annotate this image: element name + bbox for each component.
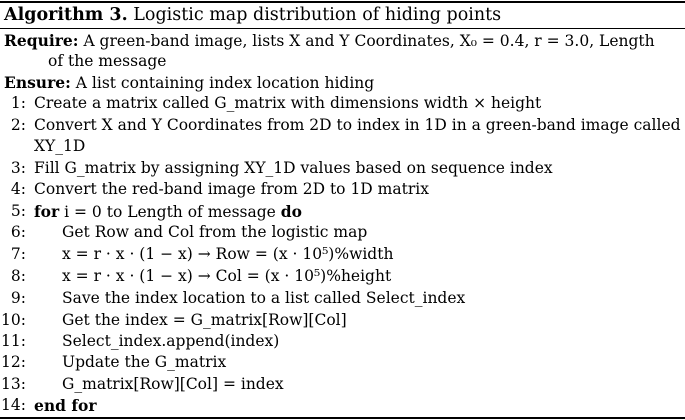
step-number: 11: — [1, 332, 26, 350]
step-text: Create a matrix called G_matrix with dimensions width × height — [34, 94, 542, 112]
require-text: A green-band image, lists X and Y Coordinates, X₀ = 0.4, r = 3.0, Length — [83, 32, 655, 50]
step-text: i = 0 to Length of message — [64, 203, 276, 221]
step-text: G_matrix[Row][Col] = index — [62, 375, 284, 393]
step-number: 4: — [10, 180, 26, 198]
step-number: 1: — [10, 94, 26, 112]
step-text: x = r · x · (1 − x) → Row = (x · 10⁵)%width — [62, 245, 394, 263]
end-for-keyword: end for — [34, 396, 97, 415]
step-text: Select_index.append(index) — [62, 332, 280, 350]
step-text: Fill G_matrix by assigning XY_1D values based on sequence index — [34, 159, 553, 177]
step-text: Get the index = G_matrix[Row][Col] — [62, 311, 347, 329]
step-number: 8: — [10, 267, 26, 285]
step-number: 9: — [10, 289, 26, 307]
algorithm-title — [4, 3, 501, 27]
step-text: Update the G_matrix — [62, 353, 227, 371]
step-text: Get Row and Col from the logistic map — [62, 223, 368, 241]
step-number: 5: — [10, 202, 26, 220]
step-text: x = r · x · (1 − x) → Col = (x · 10⁵)%height — [62, 267, 392, 285]
for-keyword: for — [34, 202, 60, 221]
step-number: 6: — [10, 223, 26, 241]
step-number: 13: — [1, 375, 26, 393]
step-number: 7: — [10, 245, 26, 263]
ensure-keyword: Ensure: — [4, 73, 71, 92]
title-rule — [0, 28, 685, 29]
step-number: 12: — [1, 353, 26, 371]
algorithm-title-text: Logistic map distribution of hiding points — [133, 5, 502, 25]
algorithm-label: Algorithm 3. — [4, 5, 128, 25]
ensure-text: A list containing index location hiding — [75, 74, 375, 92]
require-keyword: Require: — [4, 31, 79, 50]
step-number: 14: — [1, 396, 26, 414]
step-text: Convert the red-band image from 2D to 1D matrix — [34, 180, 429, 198]
do-keyword: do — [280, 202, 302, 221]
step-number: 10: — [1, 311, 26, 329]
step-cont-text: XY_1D — [34, 137, 86, 155]
step-number: 2: — [10, 116, 26, 134]
step-text: Save the index location to a list called Select_index — [62, 289, 466, 307]
step-number: 3: — [10, 159, 26, 177]
step-text: Convert X and Y Coordinates from 2D to index in 1D in a green-band image called — [34, 116, 681, 134]
require-cont-text: of the message — [48, 52, 167, 70]
bottom-rule — [0, 417, 685, 419]
